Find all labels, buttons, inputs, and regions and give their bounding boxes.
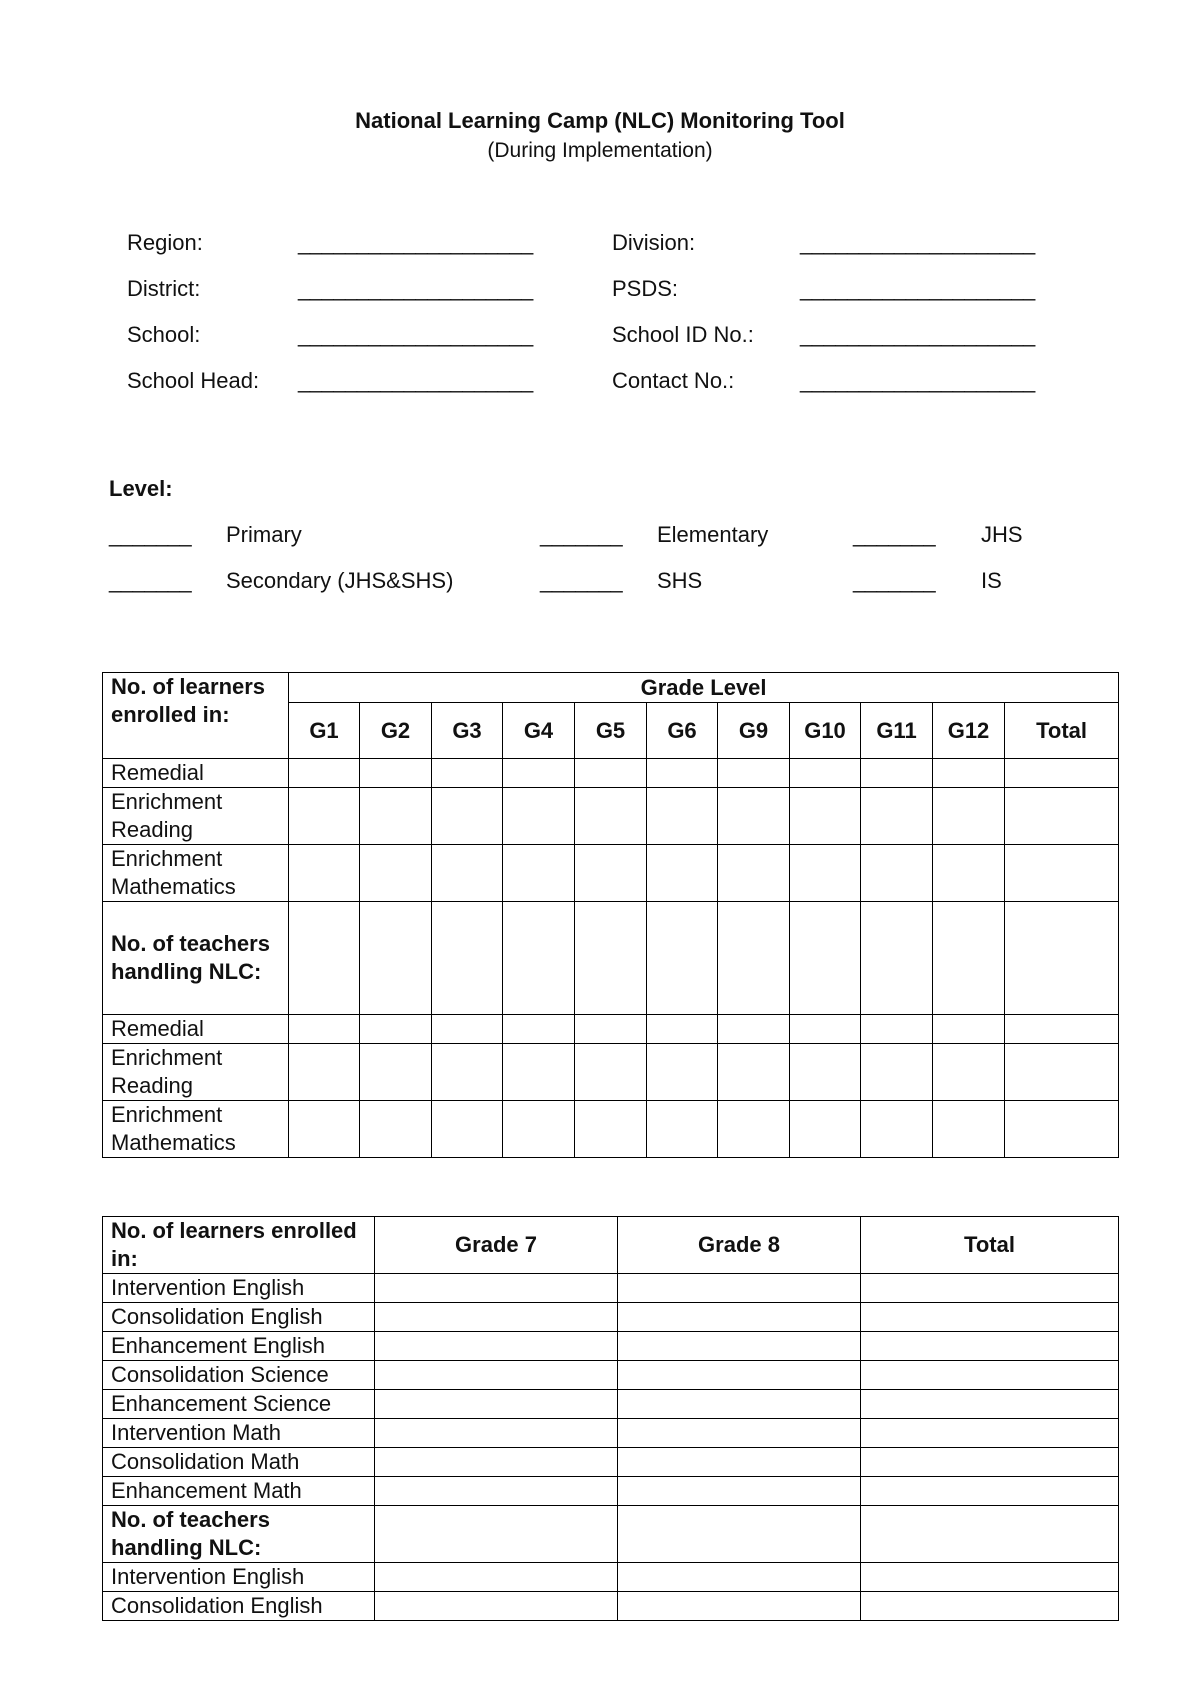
elementary-option-label: Elementary (657, 522, 769, 547)
data-cell[interactable] (575, 902, 647, 1015)
contact-no-label: Contact No.: (612, 368, 735, 393)
col-header: Total (861, 1217, 1119, 1274)
grade-level-header: Grade Level (289, 673, 1119, 703)
data-cell[interactable] (861, 1563, 1119, 1592)
col-header: G4 (503, 703, 575, 759)
data-cell[interactable] (647, 1015, 718, 1044)
table2-corner-header: No. of learners enrolled in: (103, 1217, 375, 1274)
data-cell[interactable] (933, 845, 1005, 902)
psds-label: PSDS: (612, 276, 679, 301)
data-cell[interactable] (375, 1361, 618, 1390)
region-field[interactable]: ____________________ (298, 230, 533, 255)
row-label: Enhancement English (103, 1332, 375, 1361)
data-cell[interactable] (432, 845, 503, 902)
data-cell[interactable] (289, 788, 360, 845)
school-head-field[interactable]: ____________________ (298, 368, 533, 393)
document-title: National Learning Camp (NLC) Monitoring Tool (355, 108, 845, 133)
data-cell[interactable] (575, 759, 647, 788)
data-cell[interactable] (861, 1390, 1119, 1419)
data-cell[interactable] (618, 1592, 861, 1621)
data-cell[interactable] (503, 845, 575, 902)
data-cell[interactable] (647, 759, 718, 788)
school-id-label: School ID No.: (612, 322, 754, 347)
col-header: G1 (289, 703, 360, 759)
shs-option-label: SHS (657, 568, 703, 593)
data-cell[interactable] (432, 788, 503, 845)
is-option-label: IS (981, 568, 1002, 593)
data-cell[interactable] (861, 1419, 1119, 1448)
secondary-option-label: Secondary (JHS&SHS) (226, 568, 454, 593)
data-cell[interactable] (790, 1044, 861, 1101)
row-label: Enrichment Mathematics (103, 1101, 289, 1158)
data-cell[interactable] (618, 1303, 861, 1332)
data-cell[interactable] (503, 759, 575, 788)
row-label: Consolidation English (103, 1303, 375, 1332)
data-cell[interactable] (289, 902, 360, 1015)
data-cell[interactable] (375, 1592, 618, 1621)
data-cell[interactable] (718, 902, 790, 1015)
data-cell[interactable] (933, 1101, 1005, 1158)
data-cell[interactable] (360, 1101, 432, 1158)
contact-no-field[interactable]: ____________________ (800, 368, 1035, 393)
data-cell[interactable] (375, 1274, 618, 1303)
secondary-checkline[interactable]: _______ (109, 568, 192, 593)
data-cell[interactable] (289, 1015, 360, 1044)
data-cell[interactable] (861, 1332, 1119, 1361)
data-cell[interactable] (861, 902, 933, 1015)
col-header: G9 (718, 703, 790, 759)
data-cell[interactable] (618, 1419, 861, 1448)
data-cell[interactable] (575, 788, 647, 845)
data-cell[interactable] (432, 1101, 503, 1158)
data-cell[interactable] (575, 1015, 647, 1044)
data-cell[interactable] (1005, 845, 1119, 902)
data-cell[interactable] (861, 1015, 933, 1044)
primary-checkline[interactable]: _______ (109, 522, 192, 547)
data-cell[interactable] (790, 759, 861, 788)
col-header: G2 (360, 703, 432, 759)
data-cell[interactable] (1005, 1015, 1119, 1044)
col-header: G5 (575, 703, 647, 759)
col-header: Grade 7 (375, 1217, 618, 1274)
data-cell[interactable] (718, 788, 790, 845)
grade-level-table (102, 672, 1119, 1158)
data-cell[interactable] (718, 1015, 790, 1044)
data-cell[interactable] (790, 1015, 861, 1044)
col-header: G11 (861, 703, 933, 759)
row-label: Enhancement Math (103, 1477, 375, 1506)
data-cell[interactable] (432, 1015, 503, 1044)
teachers-section-label: No. of teachers handling NLC: (103, 902, 289, 1015)
data-cell[interactable] (861, 1361, 1119, 1390)
elementary-checkline[interactable]: _______ (540, 522, 623, 547)
shs-checkline[interactable]: _______ (540, 568, 623, 593)
data-cell[interactable] (360, 1015, 432, 1044)
data-cell[interactable] (575, 845, 647, 902)
data-cell[interactable] (647, 902, 718, 1015)
data-cell[interactable] (790, 845, 861, 902)
data-cell[interactable] (1005, 759, 1119, 788)
col-header: G6 (647, 703, 718, 759)
data-cell[interactable] (861, 1592, 1119, 1621)
data-cell[interactable] (432, 1044, 503, 1101)
data-cell[interactable] (618, 1448, 861, 1477)
data-cell[interactable] (360, 1044, 432, 1101)
data-cell[interactable] (718, 1044, 790, 1101)
data-cell[interactable] (375, 1563, 618, 1592)
data-cell[interactable] (718, 845, 790, 902)
district-label: District: (127, 276, 201, 301)
data-cell[interactable] (1005, 1044, 1119, 1101)
primary-option-label: Primary (226, 522, 302, 547)
data-cell[interactable] (375, 1477, 618, 1506)
data-cell[interactable] (861, 1448, 1119, 1477)
data-cell[interactable] (503, 1015, 575, 1044)
data-cell[interactable] (790, 788, 861, 845)
table1-corner-header: No. of learners enrolled in: (103, 673, 289, 759)
data-cell[interactable] (375, 1303, 618, 1332)
row-label: Intervention English (103, 1563, 375, 1592)
row-label: Consolidation Math (103, 1448, 375, 1477)
row-label: Intervention English (103, 1274, 375, 1303)
grade-7-8-table (102, 1216, 1119, 1621)
row-label: Enrichment Reading (103, 1044, 289, 1101)
data-cell[interactable] (933, 788, 1005, 845)
data-cell[interactable] (575, 1044, 647, 1101)
row-label: Remedial (103, 1015, 289, 1044)
data-cell[interactable] (503, 788, 575, 845)
data-cell[interactable] (360, 845, 432, 902)
data-cell[interactable] (360, 759, 432, 788)
data-cell[interactable] (861, 788, 933, 845)
psds-field[interactable]: ____________________ (800, 276, 1035, 301)
data-cell[interactable] (618, 1506, 861, 1563)
school-field[interactable]: ____________________ (298, 322, 533, 347)
data-cell[interactable] (861, 1101, 933, 1158)
data-cell[interactable] (618, 1563, 861, 1592)
school-id-field[interactable]: ____________________ (800, 322, 1035, 347)
col-header: Grade 8 (618, 1217, 861, 1274)
data-cell[interactable] (503, 902, 575, 1015)
data-cell[interactable] (618, 1361, 861, 1390)
data-cell[interactable] (375, 1448, 618, 1477)
data-cell[interactable] (861, 1274, 1119, 1303)
data-cell[interactable] (861, 1044, 933, 1101)
data-cell[interactable] (289, 1044, 360, 1101)
row-label: Intervention Math (103, 1419, 375, 1448)
district-field[interactable]: ____________________ (298, 276, 533, 301)
col-header: G3 (432, 703, 503, 759)
data-cell[interactable] (289, 1101, 360, 1158)
col-header: G12 (933, 703, 1005, 759)
school-label: School: (127, 322, 201, 347)
data-cell[interactable] (718, 759, 790, 788)
data-cell[interactable] (289, 845, 360, 902)
division-field[interactable]: ____________________ (800, 230, 1035, 255)
row-label: Consolidation English (103, 1592, 375, 1621)
data-cell[interactable] (861, 1303, 1119, 1332)
data-cell[interactable] (790, 1101, 861, 1158)
data-cell[interactable] (432, 759, 503, 788)
data-cell[interactable] (861, 845, 933, 902)
data-cell[interactable] (618, 1477, 861, 1506)
data-cell[interactable] (861, 1477, 1119, 1506)
document-subtitle: (During Implementation) (487, 139, 713, 162)
data-cell[interactable] (1005, 902, 1119, 1015)
region-label: Region: (127, 230, 203, 255)
data-cell[interactable] (933, 1015, 1005, 1044)
is-checkline[interactable]: _______ (853, 568, 936, 593)
row-label: Remedial (103, 759, 289, 788)
data-cell[interactable] (432, 902, 503, 1015)
col-header: Total (1005, 703, 1119, 759)
data-cell[interactable] (503, 1044, 575, 1101)
data-cell[interactable] (647, 788, 718, 845)
data-cell[interactable] (790, 902, 861, 1015)
level-heading: Level: (109, 476, 173, 501)
row-label: Consolidation Science (103, 1361, 375, 1390)
data-cell[interactable] (618, 1332, 861, 1361)
col-header: G10 (790, 703, 861, 759)
data-cell[interactable] (933, 1044, 1005, 1101)
data-cell[interactable] (618, 1390, 861, 1419)
data-cell[interactable] (647, 845, 718, 902)
data-cell[interactable] (618, 1274, 861, 1303)
data-cell[interactable] (1005, 788, 1119, 845)
school-head-label: School Head: (127, 368, 260, 393)
data-cell[interactable] (289, 759, 360, 788)
data-cell[interactable] (575, 1101, 647, 1158)
division-label: Division: (612, 230, 696, 255)
data-cell[interactable] (861, 1506, 1119, 1563)
jhs-checkline[interactable]: _______ (853, 522, 936, 547)
data-cell[interactable] (375, 1332, 618, 1361)
data-cell[interactable] (718, 1101, 790, 1158)
data-cell[interactable] (647, 1101, 718, 1158)
data-cell[interactable] (933, 902, 1005, 1015)
row-label: Enrichment Mathematics (103, 845, 289, 902)
row-label: Enhancement Science (103, 1390, 375, 1419)
data-cell[interactable] (1005, 1101, 1119, 1158)
data-cell[interactable] (360, 788, 432, 845)
data-cell[interactable] (375, 1419, 618, 1448)
data-cell[interactable] (360, 902, 432, 1015)
row-label: Enrichment Reading (103, 788, 289, 845)
data-cell[interactable] (647, 1044, 718, 1101)
data-cell[interactable] (861, 759, 933, 788)
data-cell[interactable] (503, 1101, 575, 1158)
data-cell[interactable] (375, 1390, 618, 1419)
data-cell[interactable] (933, 759, 1005, 788)
data-cell[interactable] (375, 1506, 618, 1563)
teachers-section-label: No. of teachers handling NLC: (103, 1506, 375, 1563)
jhs-option-label: JHS (981, 522, 1023, 547)
